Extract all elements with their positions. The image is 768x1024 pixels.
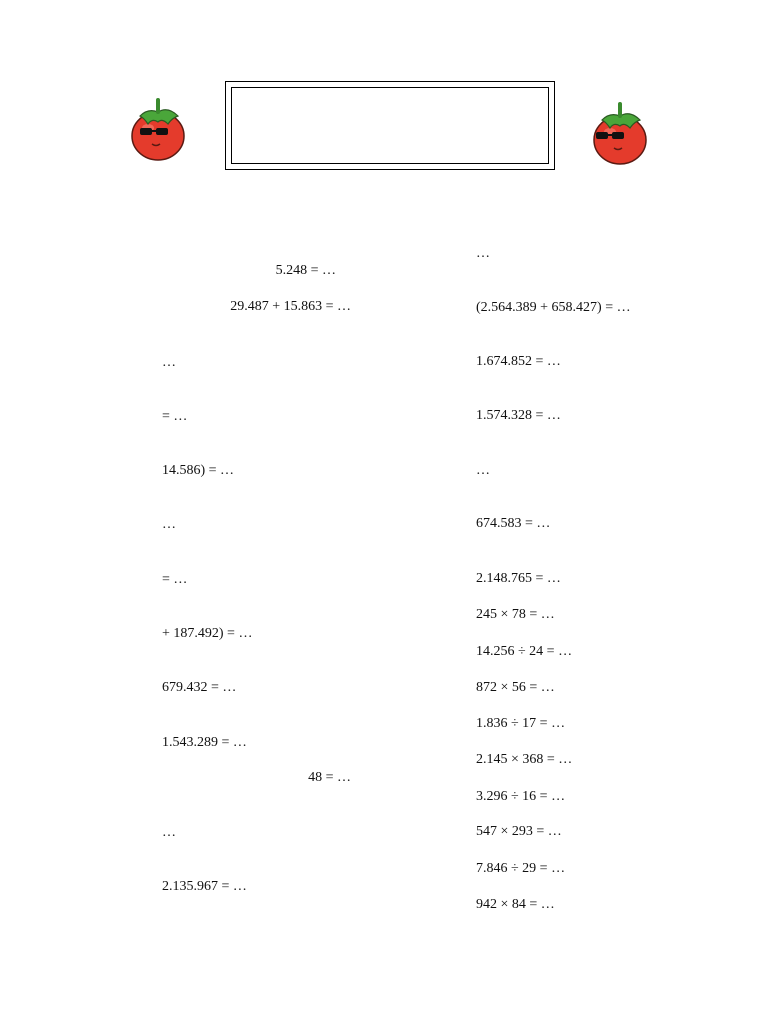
tomato-sunglasses-icon-right [588,98,652,168]
right-problem-8: 245 × 78 = … [476,607,555,622]
left-problem-8: + 187.492) = … [162,626,253,641]
tomato-sunglasses-icon-left [128,94,192,164]
right-problem-3: 1.674.852 = … [476,354,561,369]
right-problem-4: 1.574.328 = … [476,408,561,423]
right-problem-7: 2.148.765 = … [476,571,561,586]
left-problem-6: … [162,517,176,532]
right-problem-10: 872 × 56 = … [476,680,555,695]
title-box [225,81,555,170]
left-problem-13: 2.135.967 = … [162,879,247,894]
right-problem-13: 3.296 ÷ 16 = … [476,789,566,804]
right-problem-12: 2.145 × 368 = … [476,752,573,767]
left-problem-10: 1.543.289 = … [162,735,247,750]
right-problem-2: (2.564.389 + 658.427) = … [476,300,631,315]
left-problem-5: 14.586) = … [162,463,235,478]
right-problem-1: … [476,246,490,261]
left-problem-1: 5.248 = … [275,263,336,278]
left-problem-9: 679.432 = … [162,680,237,695]
left-problem-2: 29.487 + 15.863 = … [230,299,351,314]
right-problem-6: 674.583 = … [476,516,551,531]
right-problem-14: 547 × 293 = … [476,824,562,839]
right-problem-11: 1.836 ÷ 17 = … [476,716,566,731]
left-problem-4: = … [162,409,188,424]
right-problem-15: 7.846 ÷ 29 = … [476,861,566,876]
left-problem-12: … [162,825,176,840]
left-problem-7: = … [162,572,188,587]
left-problem-11: 48 = … [308,770,351,785]
right-problem-9: 14.256 ÷ 24 = … [476,644,573,659]
title-box-inner [231,87,549,164]
left-problem-3: … [162,355,176,370]
right-problem-16: 942 × 84 = … [476,897,555,912]
right-problem-5: … [476,463,490,478]
